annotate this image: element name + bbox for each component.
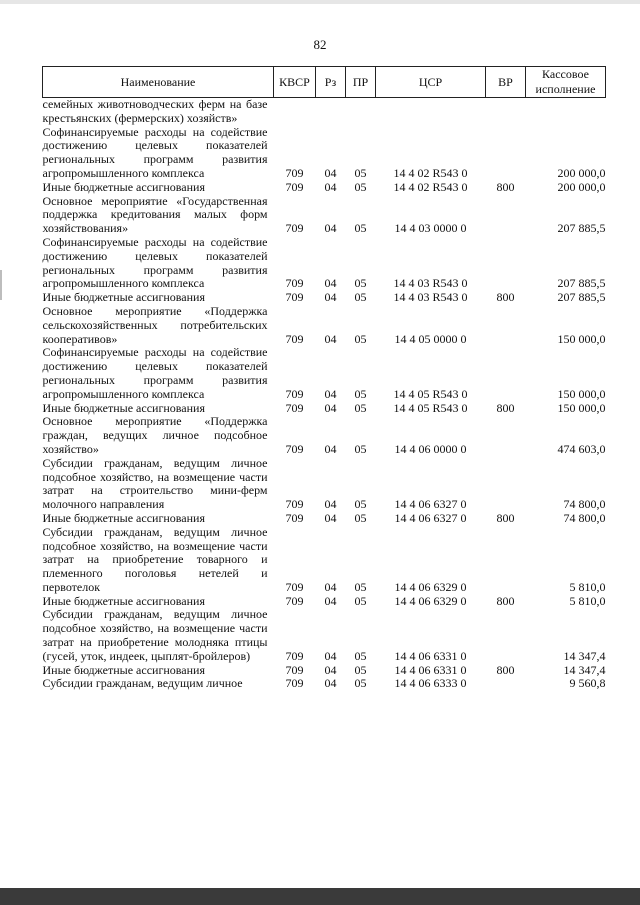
cell-rz: 04 (324, 676, 337, 691)
cell-csr (376, 98, 486, 126)
header-vr: ВР (486, 67, 526, 98)
cell-rz: 04 (324, 579, 337, 594)
cell-rz: 04 (324, 331, 337, 346)
header-kvsr: КВСР (274, 67, 316, 98)
cell-csr: 14 4 05 R543 0 (393, 386, 468, 401)
cell-name: Иные бюджетные ассигнования (42, 510, 205, 525)
table-row (43, 415, 606, 456)
cell-amount: 207 885,5 (557, 290, 606, 305)
cell-rz: 04 (324, 400, 337, 415)
cell-pr: 05 (354, 386, 367, 401)
table-row (43, 195, 606, 236)
cell-kvsr: 709 (285, 662, 304, 677)
cell-rz: 04 (324, 593, 337, 608)
header-csr: ЦСР (376, 67, 486, 98)
cell-csr: 14 4 02 R543 0 (393, 179, 468, 194)
table-row (43, 236, 606, 291)
cell-csr: 14 4 06 6327 0 (394, 497, 467, 512)
cell-kvsr: 709 (285, 593, 304, 608)
cell-rz: 04 (324, 179, 337, 194)
cell-csr: 14 4 03 R543 0 (393, 290, 468, 305)
cell-vr (486, 346, 526, 401)
budget-table (42, 66, 606, 691)
scan-edge-bottom (0, 888, 640, 905)
cell-vr (486, 236, 526, 291)
cell-amount: 150 000,0 (557, 386, 606, 401)
cell-amount: 474 603,0 (557, 441, 606, 456)
cell-pr: 05 (354, 676, 367, 691)
cell-csr: 14 4 06 0000 0 (394, 441, 467, 456)
cell-pr: 05 (354, 179, 367, 194)
cell-csr: 14 4 06 6331 0 (394, 648, 467, 663)
cell-amount: 5 810,0 (569, 593, 606, 608)
cell-amount: 200 000,0 (557, 165, 606, 180)
cell-pr: 05 (354, 276, 367, 291)
cell-kvsr: 709 (285, 386, 304, 401)
cell-rz: 04 (324, 165, 337, 180)
cell-csr: 14 4 06 6329 0 (394, 579, 467, 594)
cell-amount: 9 560,8 (569, 676, 606, 691)
table-row (43, 305, 606, 346)
cell-name: Субсидии гражданам, ведущим личное подсобное хозяйство, на возмещение части затрат на приобретение товарного и племенного поголовья нетелей и первотелок (42, 524, 268, 594)
cell-vr: 800 (496, 662, 515, 677)
table-body (43, 98, 606, 692)
cell-name: Иные бюджетные ассигнования (42, 662, 205, 677)
cell-rz: 04 (324, 662, 337, 677)
cell-name: Основное мероприятие «Поддержка граждан, ведущих личное подсобное хозяйство» (42, 414, 268, 456)
cell-kvsr: 709 (285, 510, 304, 525)
table-row (43, 346, 606, 401)
cell-csr: 14 4 06 6327 0 (394, 510, 467, 525)
cell-vr (486, 305, 526, 346)
table-row (43, 677, 606, 691)
cell-pr: 05 (354, 662, 367, 677)
cell-kvsr: 709 (285, 221, 304, 236)
cell-csr: 14 4 05 R543 0 (393, 400, 468, 415)
cell-rz: 04 (324, 290, 337, 305)
cell-pr: 05 (354, 648, 367, 663)
cell-name: Иные бюджетные ассигнования (42, 400, 205, 415)
cell-pr: 05 (354, 497, 367, 512)
table-row (43, 457, 606, 512)
cell-kvsr: 709 (285, 165, 304, 180)
header-pr: ПР (346, 67, 376, 98)
cell-pr: 05 (354, 579, 367, 594)
cell-amount: 207 885,5 (557, 276, 606, 291)
cell-pr: 05 (354, 593, 367, 608)
cell-pr: 05 (354, 290, 367, 305)
cell-kvsr: 709 (285, 331, 304, 346)
cell-rz: 04 (324, 441, 337, 456)
cell-vr (486, 526, 526, 595)
cell-kvsr: 709 (285, 400, 304, 415)
cell-kvsr: 709 (285, 441, 304, 456)
table-row (43, 402, 606, 416)
cell-rz: 04 (324, 386, 337, 401)
cell-name: Иные бюджетные ассигнования (42, 290, 205, 305)
cell-name: Субсидии гражданам, ведущим личное подсобное хозяйство, на возмещение части затрат на строительство мини-ферм молочного направления (42, 455, 268, 512)
cell-amount: 5 810,0 (569, 579, 606, 594)
cell-kvsr: 709 (285, 497, 304, 512)
cell-name: Софинансируемые расходы на содействие достижению целевых показателей региональных программ развития агропромышленного комплекса (42, 124, 268, 180)
table-row (43, 512, 606, 526)
cell-amount: 74 800,0 (563, 510, 606, 525)
cell-name: Иные бюджетные ассигнования (42, 593, 205, 608)
table-row (43, 126, 606, 181)
cell-csr: 14 4 06 6331 0 (394, 662, 467, 677)
cell-name: Иные бюджетные ассигнования (42, 179, 205, 194)
cell-name: Софинансируемые расходы на содействие достижению целевых показателей региональных программ развития агропромышленного комплекса (42, 234, 268, 291)
cell-vr: 800 (496, 179, 515, 194)
cell-csr: 14 4 03 0000 0 (394, 221, 467, 236)
cell-name: Софинансируемые расходы на содействие достижению целевых показателей региональных программ развития агропромышленного комплекса (42, 345, 268, 401)
cell-amount: 207 885,5 (557, 221, 606, 236)
table-row (43, 595, 606, 609)
scan-edge-top (0, 0, 640, 4)
cell-amount: 150 000,0 (557, 331, 606, 346)
cell-vr: 800 (496, 510, 515, 525)
cell-vr (486, 457, 526, 512)
cell-pr: 05 (354, 221, 367, 236)
cell-rz: 04 (324, 648, 337, 663)
header-rz: Рз (316, 67, 346, 98)
cell-vr (486, 608, 526, 663)
cell-csr: 14 4 06 6333 0 (394, 676, 467, 691)
table-row (43, 608, 606, 663)
cell-vr (486, 98, 526, 126)
cell-pr (346, 98, 376, 126)
cell-amount: 150 000,0 (557, 400, 606, 415)
cell-vr: 800 (496, 400, 515, 415)
cell-vr (486, 415, 526, 456)
cell-name: Основное мероприятие «Государственная поддержка кредитования малых форм хозяйствования» (42, 193, 268, 236)
cell-amount: 200 000,0 (557, 179, 606, 194)
cell-amount: 14 347,4 (563, 648, 606, 663)
cell-pr: 05 (354, 400, 367, 415)
cell-csr: 14 4 06 6329 0 (394, 593, 467, 608)
cell-rz: 04 (324, 510, 337, 525)
cell-csr: 14 4 03 R543 0 (393, 276, 468, 291)
cell-kvsr: 709 (285, 648, 304, 663)
header-name: Наименование (43, 67, 274, 98)
cell-name: Субсидии гражданам, ведущим личное подсобное хозяйство, на возмещение части затрат на приобретение молодняка птицы (гусей, уток, индеек, цыплят-бройлеров) (42, 607, 268, 663)
cell-kvsr: 709 (285, 579, 304, 594)
cell-kvsr (274, 98, 316, 126)
cell-vr (486, 677, 526, 691)
cell-name: Субсидии гражданам, ведущим личное (42, 676, 243, 691)
cell-pr: 05 (354, 510, 367, 525)
cell-pr: 05 (354, 331, 367, 346)
cell-pr: 05 (354, 165, 367, 180)
cell-amount (526, 98, 606, 126)
scan-edge-left (0, 270, 2, 300)
cell-amount: 74 800,0 (563, 497, 606, 512)
cell-kvsr: 709 (285, 179, 304, 194)
header-amount: Кассовое исполнение (526, 67, 606, 98)
cell-vr (486, 126, 526, 181)
cell-csr: 14 4 02 R543 0 (393, 165, 468, 180)
cell-vr (486, 195, 526, 236)
cell-rz: 04 (324, 276, 337, 291)
table-row (43, 526, 606, 595)
table-row (43, 181, 606, 195)
cell-kvsr: 709 (285, 290, 304, 305)
cell-vr: 800 (496, 290, 515, 305)
cell-csr: 14 4 05 0000 0 (394, 331, 467, 346)
cell-name: Основное мероприятие «Поддержка сельскохозяйственных потребительских кооперативов» (42, 303, 268, 346)
cell-kvsr: 709 (285, 676, 304, 691)
cell-name: семейных животноводческих ферм на базе крестьянских (фермерских) хозяйств» (42, 97, 268, 125)
cell-pr: 05 (354, 441, 367, 456)
page-number: 82 (313, 37, 327, 52)
table-row (43, 98, 606, 126)
cell-kvsr: 709 (285, 276, 304, 291)
table-header-row (43, 67, 606, 98)
table-row (43, 291, 606, 305)
cell-rz (316, 98, 346, 126)
cell-rz: 04 (324, 497, 337, 512)
cell-rz: 04 (324, 221, 337, 236)
cell-amount: 14 347,4 (563, 662, 606, 677)
cell-vr: 800 (496, 593, 515, 608)
table-row (43, 664, 606, 678)
